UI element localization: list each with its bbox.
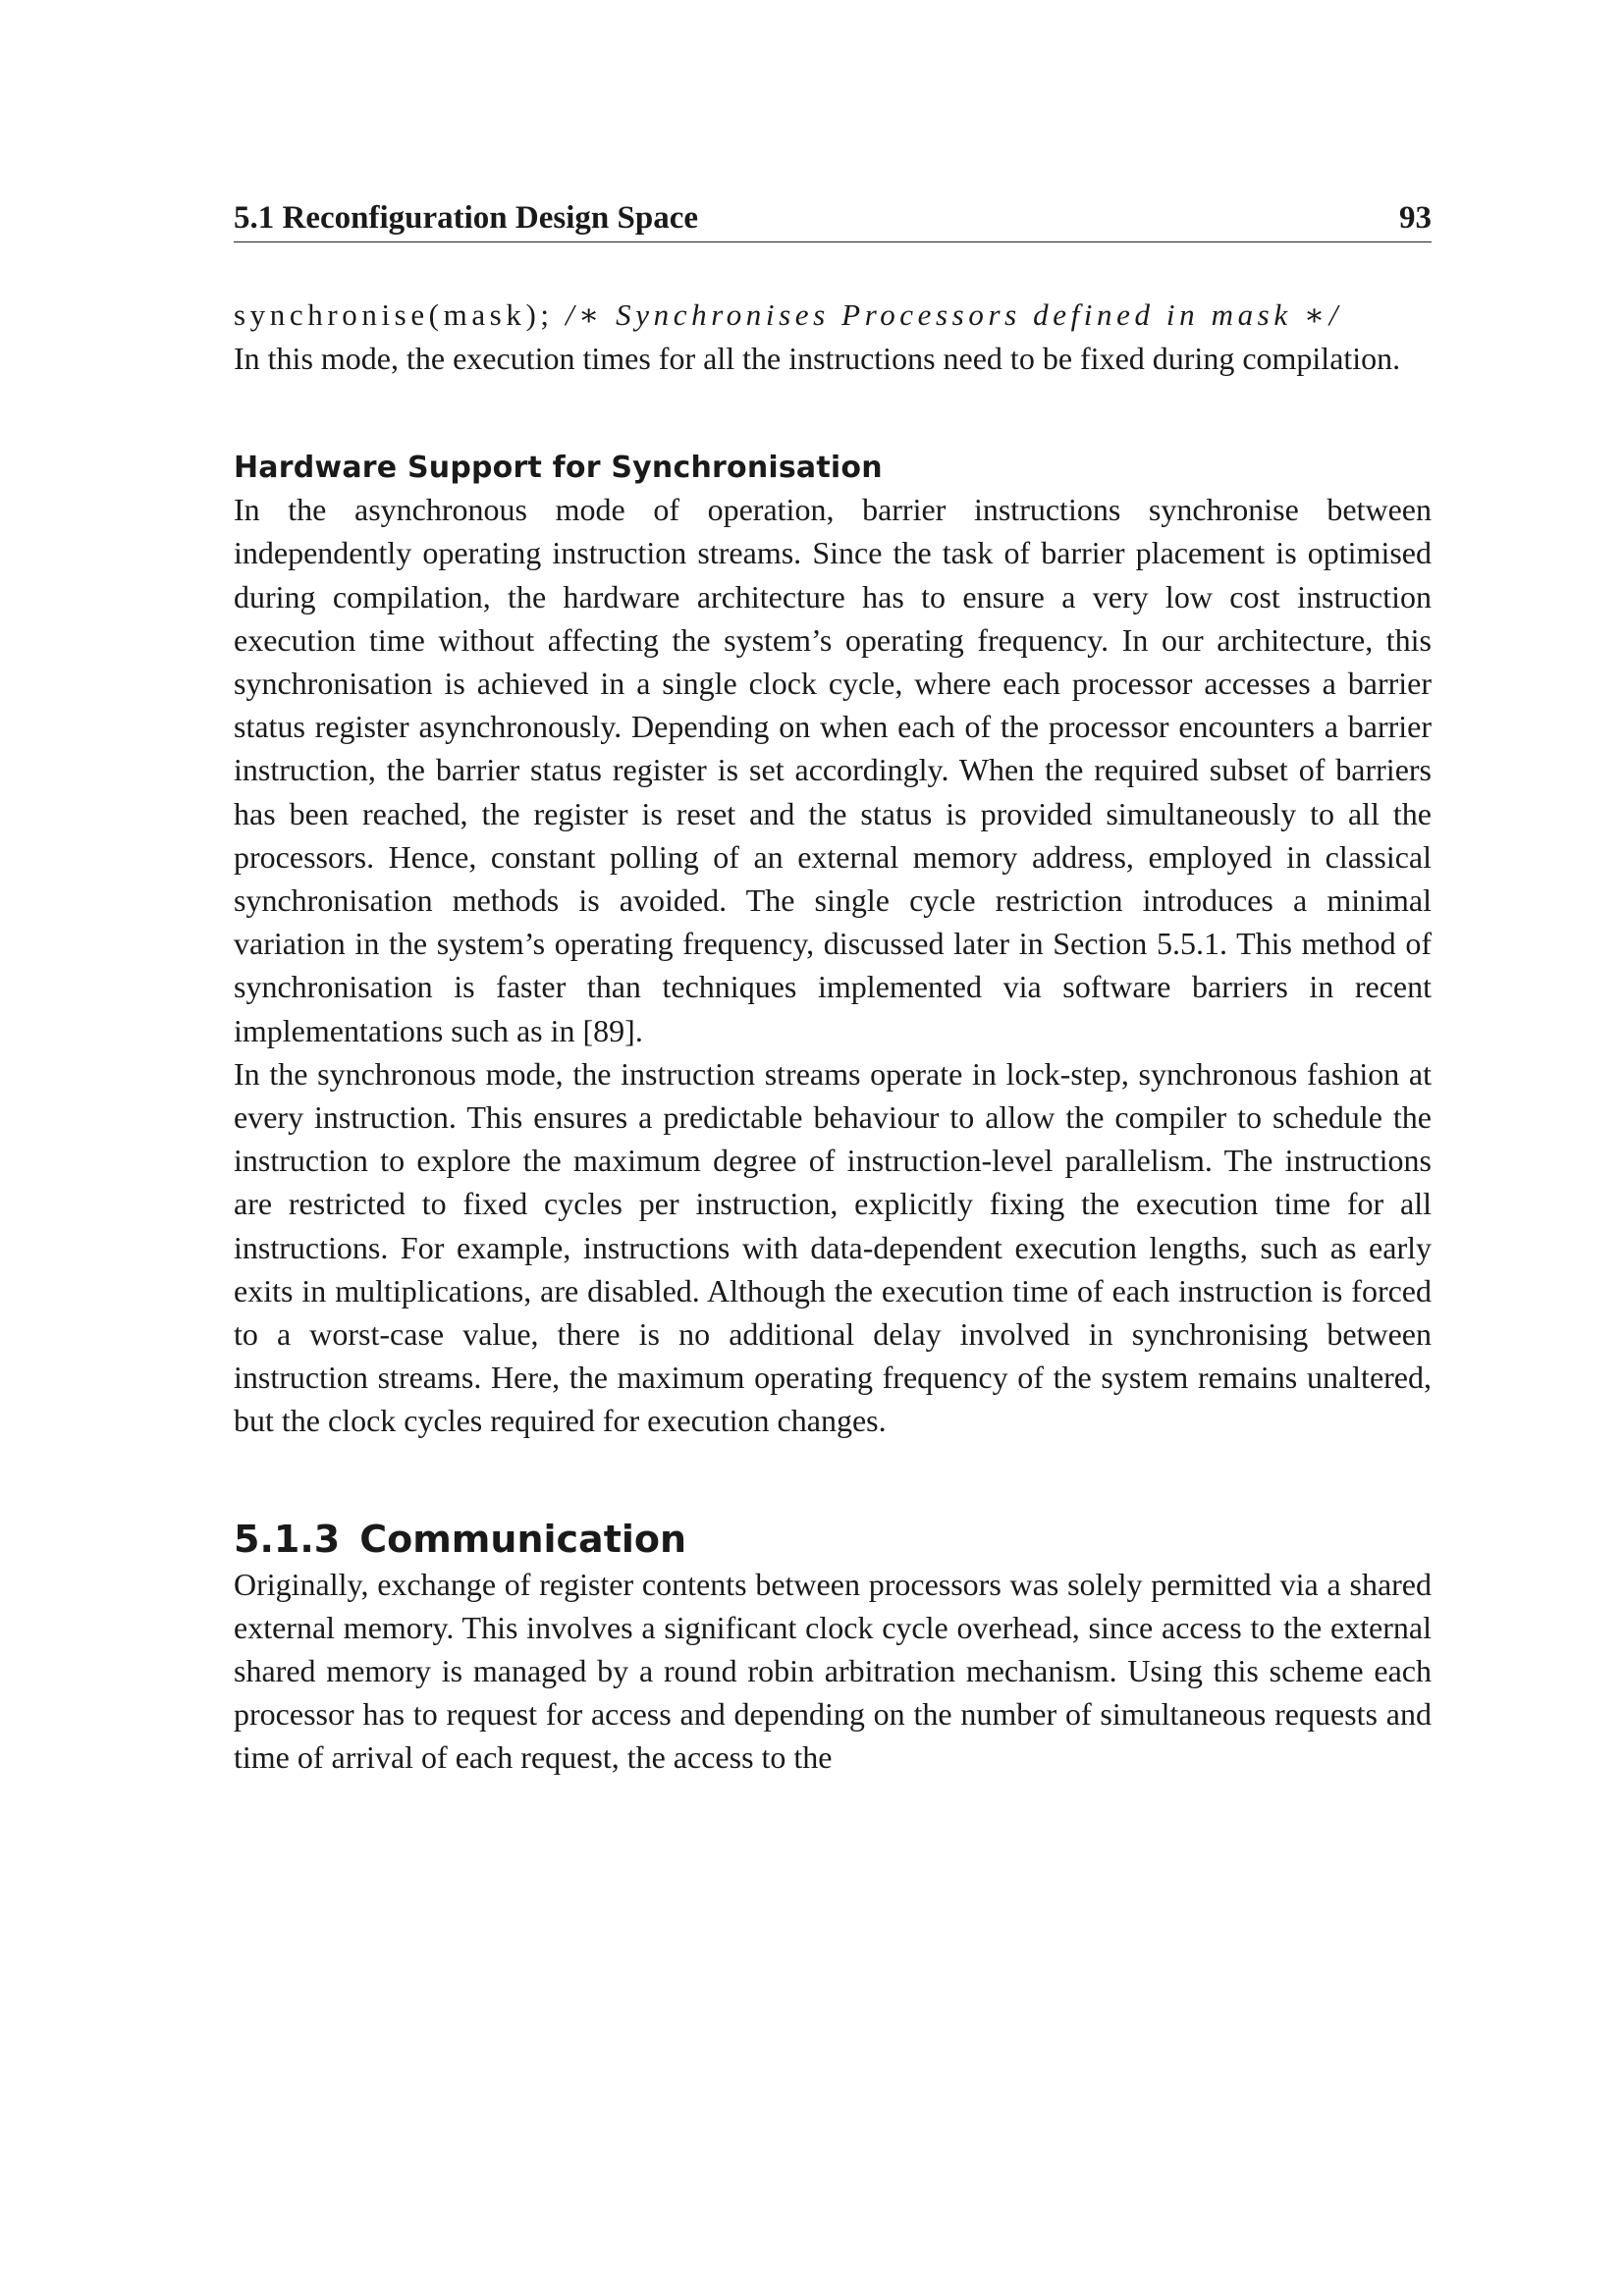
- document-page: [234, 196, 1432, 1780]
- section-title: Communication: [359, 1517, 687, 1561]
- running-header-section-title: 5.1 Reconfiguration Design Space: [234, 200, 698, 236]
- section-number: 5.1.3: [234, 1517, 341, 1561]
- section-heading: [234, 1516, 1432, 1563]
- code-example: [234, 294, 1432, 337]
- paragraph-asynchronous-mode: In the asynchronous mode of operation, barrier instructions synchronise between independently operating instruction streams. Since the task of barrier placement is optimised during compilation, the hardware architecture has to ensure a very low cost instruction execution time without affecting the system’s operating frequency. In our architecture, this synchronisation is achieved in a single clock cycle, where each processor accesses a barrier status register asynchronously. Depending on when each of the processor encounters a barrier instruction, the barrier status register is set accordingly. When the required subset of barriers has been reached, the register is reset and the status is provided simultaneously to all the processors. Hence, constant polling of an external memory address, employed in classical synchronisation methods is avoided. The single cycle restriction introduces a minimal variation in the system’s operating frequency, discussed later in Section 5.5.1. This method of synchronisation is faster than techniques implemented via software barriers in recent implementations such as in [89].: [234, 492, 1432, 1048]
- running-header: [234, 196, 1432, 242]
- subsection-heading: Hardware Support for Synchronisation: [234, 451, 883, 486]
- paragraph-synchronous-mode: In the synchronous mode, the instruction streams operate in lock-step, synchronous fashion at every instruction. This ensures a predictable behaviour to allow the compiler to schedule the instruction to explore the maximum degree of instruction-level parallelism. The instructions are restricted to fixed cycles per instruction, explicitly fixing the execution time for all instructions. For example, instructions with data-dependent execution lengths, such as early exits in multiplications, are disabled. Although the execution time of each instruction is forced to a worst-case value, there is no additional delay involved in synchronising between instruction streams. Here, the maximum operating frequency of the system remains unaltered, but the clock cycles required for execution changes.: [234, 1055, 1432, 1439]
- paragraph-communication: Originally, exchange of register contents between processors was solely permitted via a shared external memory. This involves a significant clock cycle overhead, since access to the external shared memory is managed by a round robin arbitration mechanism. Using this scheme each processor has to request for access and depending on the number of simultaneous requests and time of arrival of each request, the access to the: [234, 1566, 1432, 1776]
- code-call: synchronise(mask);: [234, 297, 554, 332]
- code-comment: /∗ Synchronises Processors defined in mask ∗/: [565, 297, 1342, 332]
- intro-paragraph: In this mode, the execution times for all the instructions need to be fixed during compilation.: [234, 341, 1401, 376]
- page-number: 93: [1399, 200, 1432, 236]
